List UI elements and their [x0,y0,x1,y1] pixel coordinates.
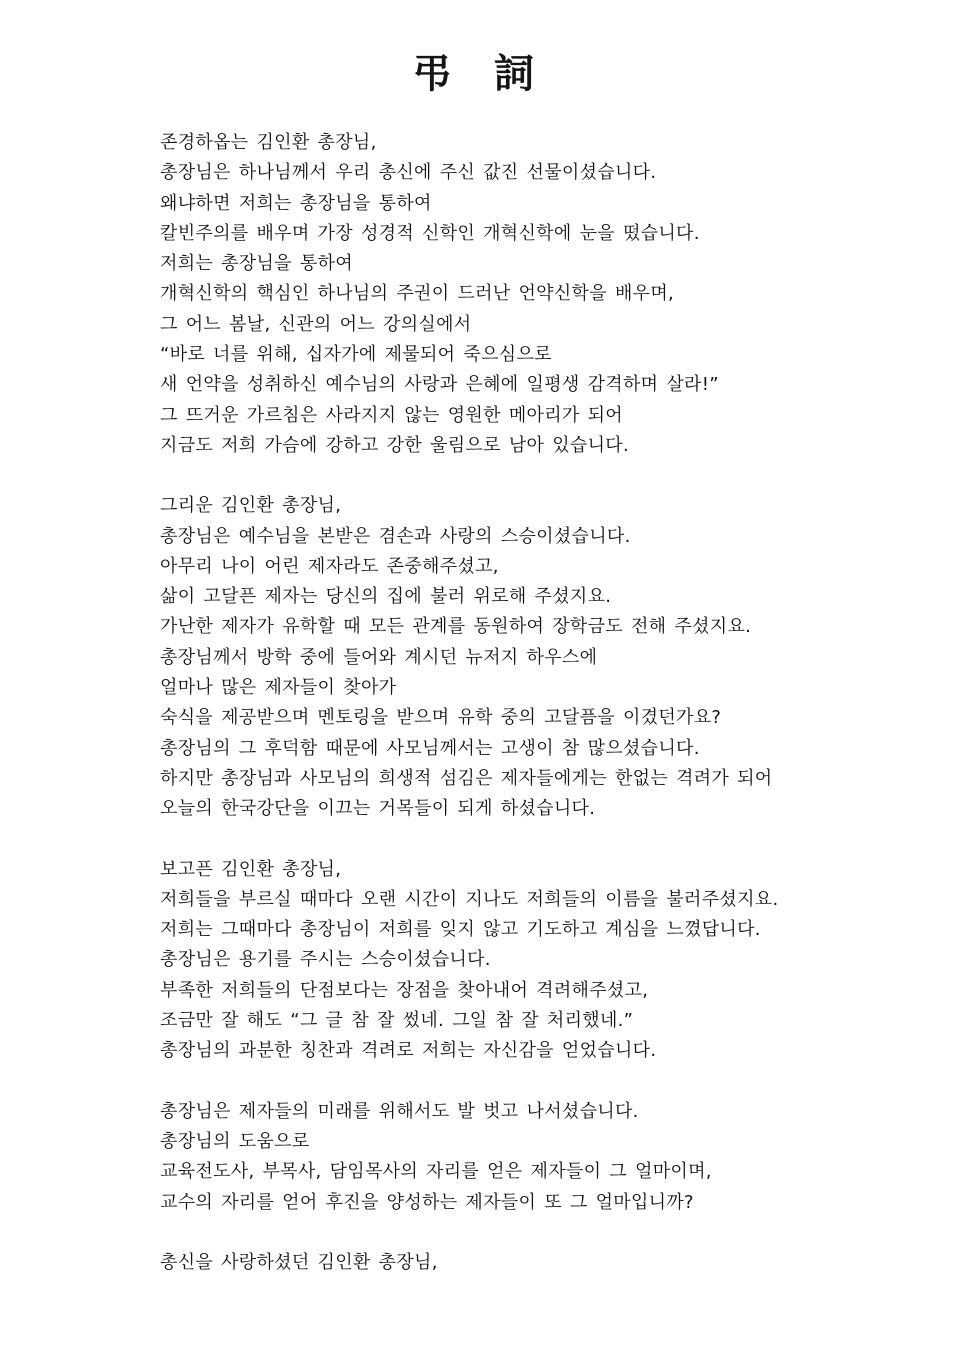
text-line: 새 언약을 성취하신 예수님의 사랑과 은혜에 일평생 감격하며 살라!” [160,374,719,396]
text-line: 총장님의 과분한 칭찬과 격려로 저희는 자신감을 얻었습니다. [160,1040,657,1062]
text-line: 부족한 저희들의 단점보다는 장점을 찾아내어 격려해주셨고, [160,979,649,1001]
paragraph [160,855,920,1067]
text-line: 얼마나 많은 제자들이 찾아가 [160,677,397,699]
document-body [160,128,920,1308]
text-line: 저희들을 부르실 때마다 오랜 시간이 지나도 저희들의 이름을 불러주셨지요. [160,888,779,910]
paragraph [160,1248,920,1278]
text-line: 개혁신학의 핵심인 하나님의 주권이 드러난 언약신학을 배우며, [160,283,675,305]
text-line: 하지만 총장님과 사모님의 희생적 섬김은 제자들에게는 한없는 격려가 되어 [160,767,773,789]
paragraph [160,491,920,824]
text-line: 가난한 제자가 유학할 때 모든 관계를 동원하여 장학금도 전해 주셨지요. [160,616,752,638]
text-line: 칼빈주의를 배우며 가장 성경적 신학인 개혁신학에 눈을 떴습니다. [160,222,700,244]
paragraph [160,1097,920,1218]
text-line: 그리운 김인환 총장님, [160,495,342,517]
paragraph [160,128,920,461]
text-line: 지금도 저희 가슴에 강하고 강한 울림으로 남아 있습니다. [160,434,629,456]
text-line: 왜냐하면 저희는 총장님을 통하여 [160,192,432,214]
text-line: 총장님은 예수님을 본받은 겸손과 사랑의 스승이셨습니다. [160,525,631,547]
text-line: 조금만 잘 해도 “그 글 참 잘 썼네. 그일 참 잘 처리했네.” [160,1010,634,1032]
text-line: 그 뜨거운 가르침은 사라지지 않는 영원한 메아리가 되어 [160,404,623,426]
text-line: 존경하옵는 김인환 총장님, [160,132,377,153]
text-line: 그 어느 봄날, 신관의 어느 강의실에서 [160,313,472,335]
text-line: 총장님은 제자들의 미래를 위해서도 발 벗고 나서셨습니다. [160,1100,639,1122]
text-line: 저희는 총장님을 통하여 [160,253,353,275]
text-line: 교육전도사, 부목사, 담임목사의 자리를 얻은 제자들이 그 얼마이며, [160,1161,712,1183]
text-line: 총장님은 하나님께서 우리 총신에 주신 값진 선물이셨습니다. [160,162,657,184]
text-line: 숙식을 제공받으며 멘토링을 받으며 유학 중의 고달픔을 이겼던가요? [160,707,722,729]
text-line: 총장님의 도움으로 [160,1130,310,1152]
document-title: 弔 詞 [412,50,548,97]
text-line: 교수의 자리를 얻어 후진을 양성하는 제자들이 또 그 얼마입니까? [160,1191,694,1213]
text-line: 총장님의 그 후덕함 때문에 사모님께서는 고생이 참 많으셨습니다. [160,737,700,759]
text-line: 아무리 나이 어린 제자라도 존중해주셨고, [160,555,499,577]
text-line: 저희는 그때마다 총장님이 저희를 잊지 않고 기도하고 계심을 느꼈답니다. [160,919,761,941]
text-line: 총신을 사랑하셨던 김인환 총장님, [160,1251,438,1273]
text-line: 오늘의 한국강단을 이끄는 거목들이 되게 하셨습니다. [160,798,596,820]
text-line: “바로 너를 위해, 십자가에 제물되어 죽으심으로 [160,344,552,366]
text-line: 보고픈 김인환 총장님, [160,858,342,880]
text-line: 총장님은 용기를 주시는 스승이셨습니다. [160,949,491,971]
text-line: 삶이 고달픈 제자는 당신의 집에 불러 위로해 주셨지요. [160,586,612,608]
text-line: 총장님께서 방학 중에 들어와 계시던 뉴저지 하우스에 [160,646,598,668]
